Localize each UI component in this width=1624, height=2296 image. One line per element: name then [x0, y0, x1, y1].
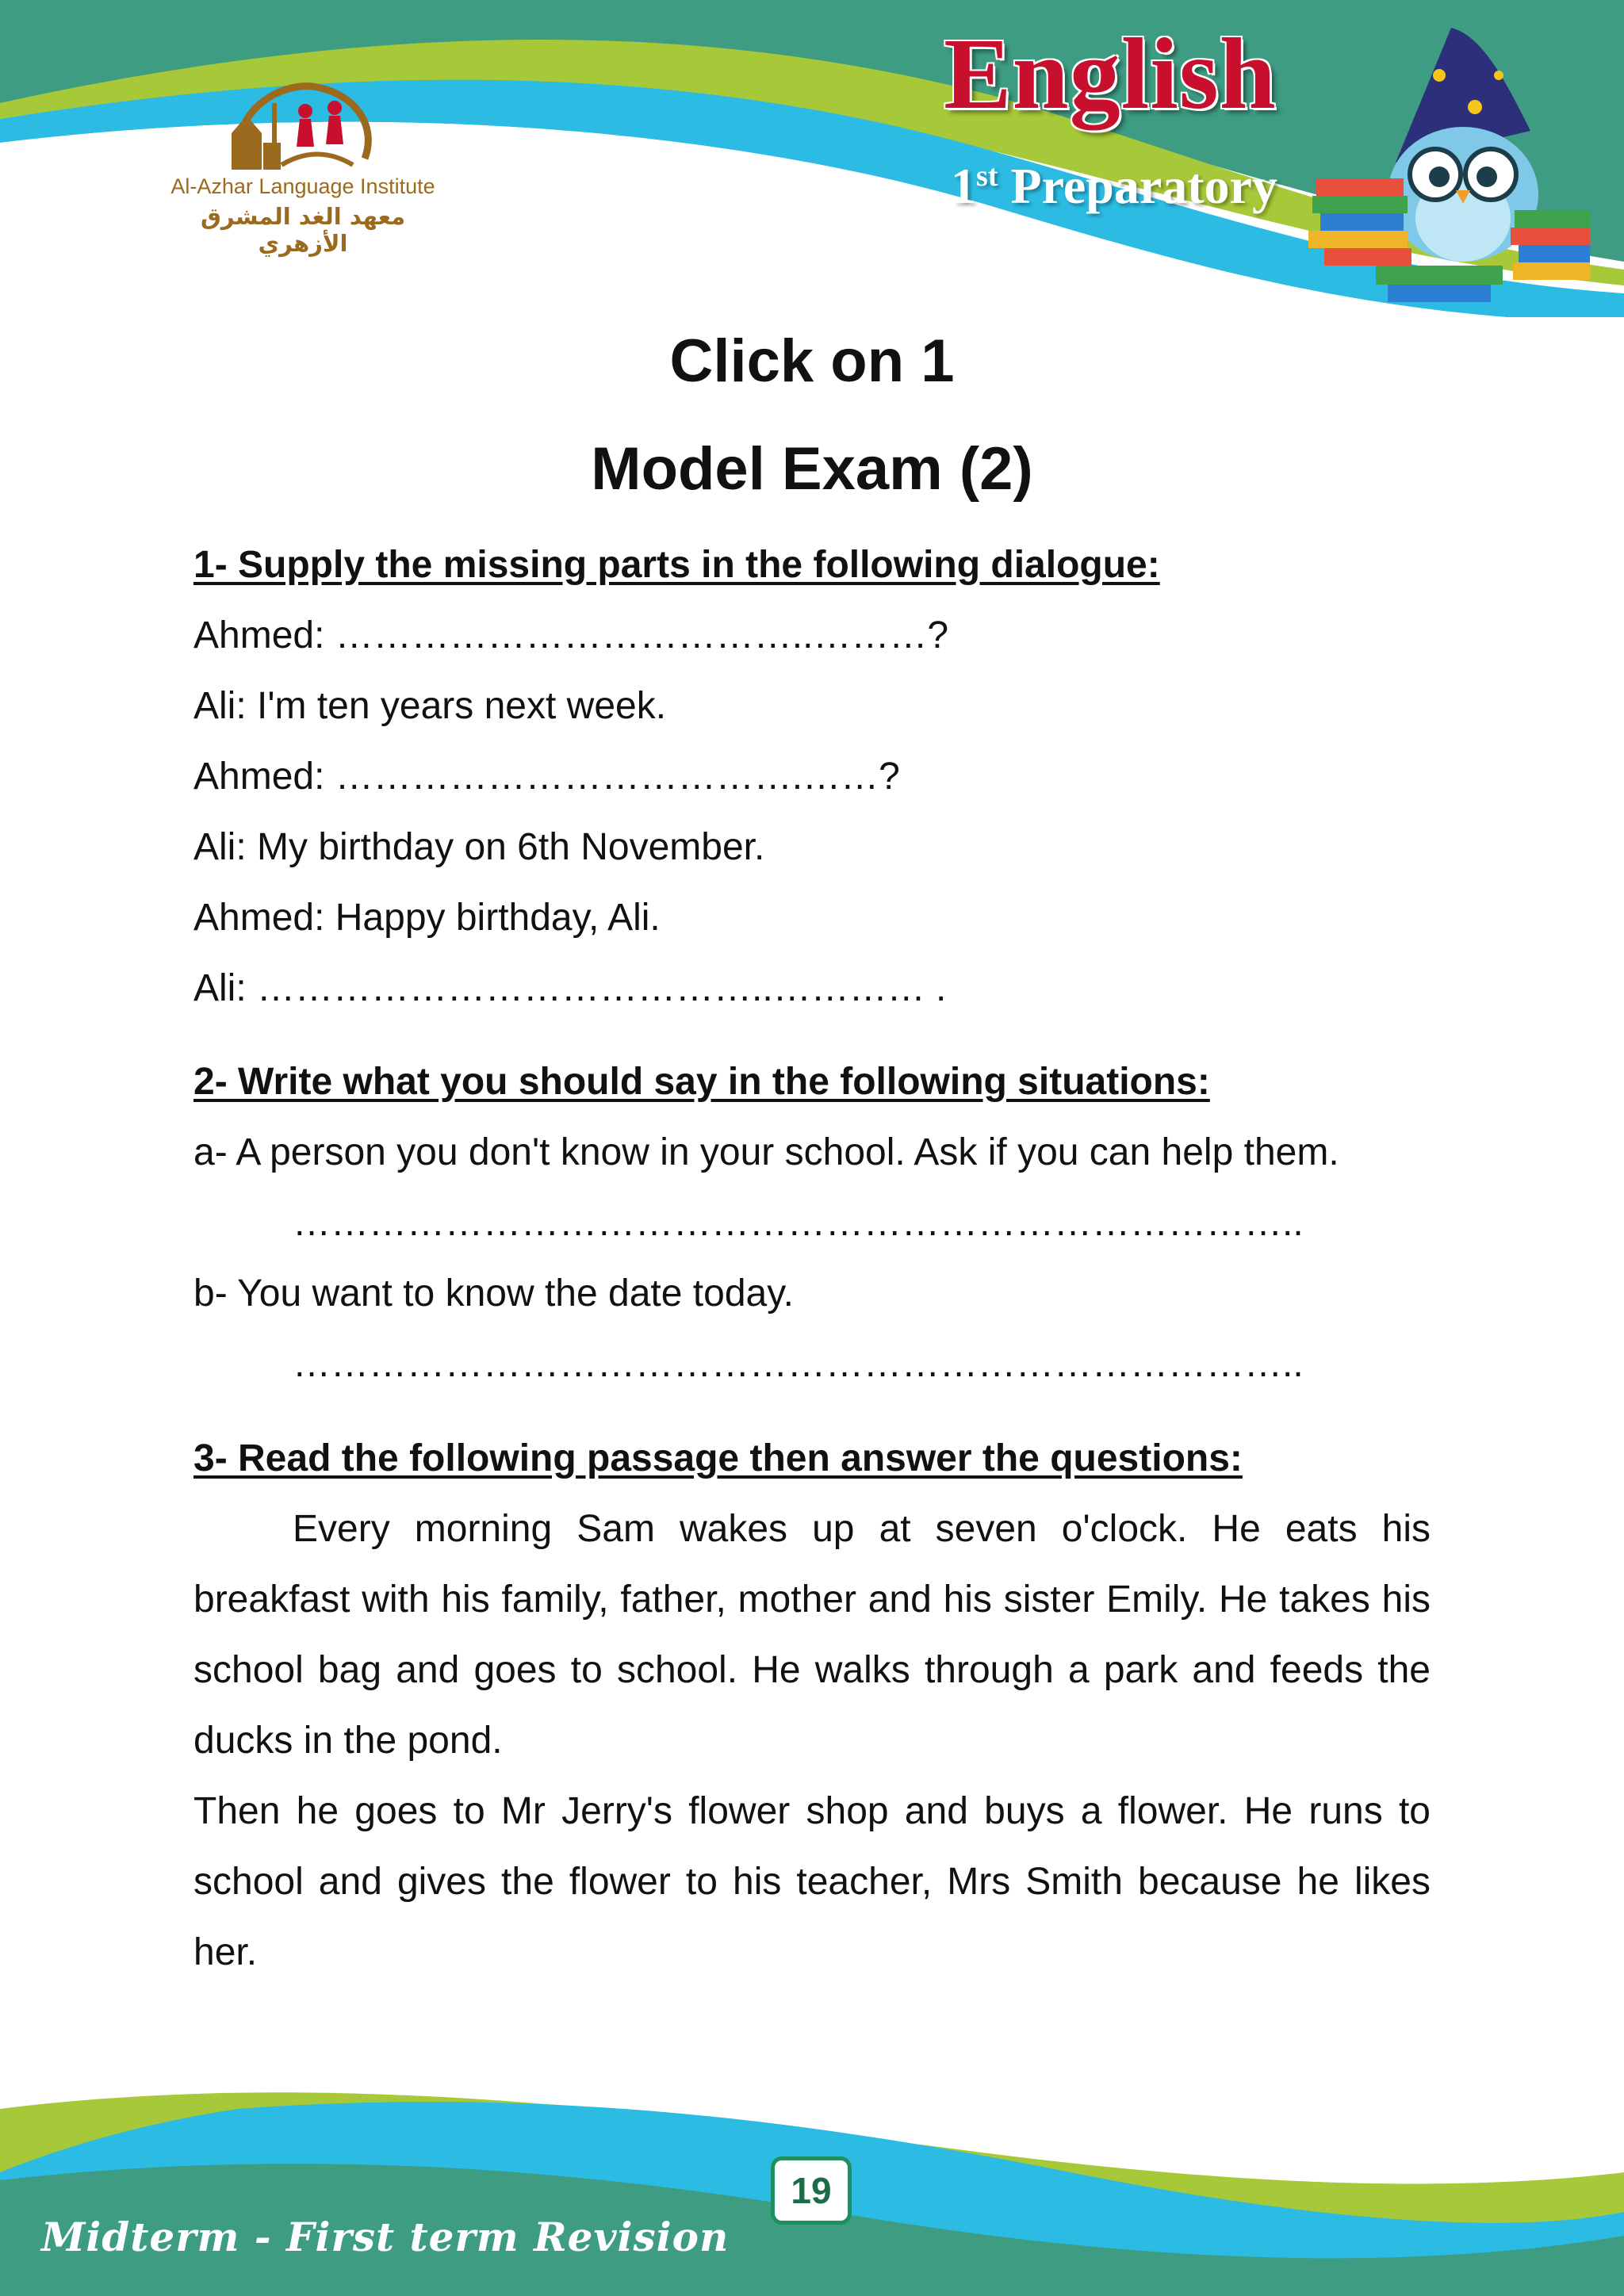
grade-label: [928, 157, 1300, 216]
institute-name-ar: معهد الغد المشرق الأزهري: [200, 203, 406, 257]
answer-line-a: ……………………………………………………………………..: [293, 1202, 1304, 1244]
grade-word: Preparatory: [1010, 158, 1277, 214]
grade-number: 1: [951, 158, 977, 214]
dialogue-line: Ali: …………………………………..………… .: [193, 967, 947, 1009]
situation-a: a- A person you don't know in your school. Ask if you can help them.: [193, 1131, 1339, 1173]
question-2: [193, 1047, 1431, 1399]
dialogue-line: Ahmed: Happy birthday, Ali.: [193, 897, 661, 939]
question-3: [193, 1423, 1431, 1988]
exam-title: Model Exam (2): [591, 435, 1033, 503]
question-1: [193, 530, 1431, 1024]
passage-paragraph-1: Every morning Sam wakes up at seven o'clock. He eats his breakfast with his family, father, mother and his sister Emily. He takes his school bag and goes to school. He walks through a park and feeds the ducks in the pond.: [193, 1508, 1431, 1762]
subject-title: English: [944, 17, 1277, 130]
dialogue-line: Ali: I'm ten years next week.: [193, 685, 667, 727]
dialogue-line: Ahmed: ………………………………..………?: [193, 614, 949, 656]
dialogue-line: Ali: My birthday on 6th November.: [193, 826, 765, 868]
institute-logo: [159, 71, 444, 257]
institute-name-en: Al-Azhar Language Institute: [170, 174, 435, 198]
grade-suffix: st: [976, 159, 998, 193]
answer-line-b: ……………………………………………………………………..: [293, 1343, 1304, 1385]
book-title: Click on 1: [669, 327, 955, 395]
question-3-heading: 3- Read the following passage then answer the questions:: [193, 1437, 1243, 1479]
situation-b: b- You want to know the date today.: [193, 1272, 794, 1314]
dialogue-line: Ahmed: ……………………………….……?: [193, 756, 900, 798]
reading-passage: [193, 1494, 1431, 1988]
footer-label: Midterm - First term Revision: [41, 2214, 730, 2260]
question-2-heading: 2- Write what you should say in the following situations:: [193, 1061, 1210, 1103]
page-number-badge: 19: [771, 2156, 852, 2225]
owl-wizard-books-icon: [1300, 20, 1602, 321]
question-1-heading: 1- Supply the missing parts in the following dialogue:: [193, 544, 1160, 586]
institute-emblem-icon: [159, 71, 444, 174]
passage-paragraph-2: Then he goes to Mr Jerry's flower shop and buys a flower. He runs to school and gives the flower to his teacher, Mrs Smith because he likes her.: [193, 1790, 1431, 1973]
